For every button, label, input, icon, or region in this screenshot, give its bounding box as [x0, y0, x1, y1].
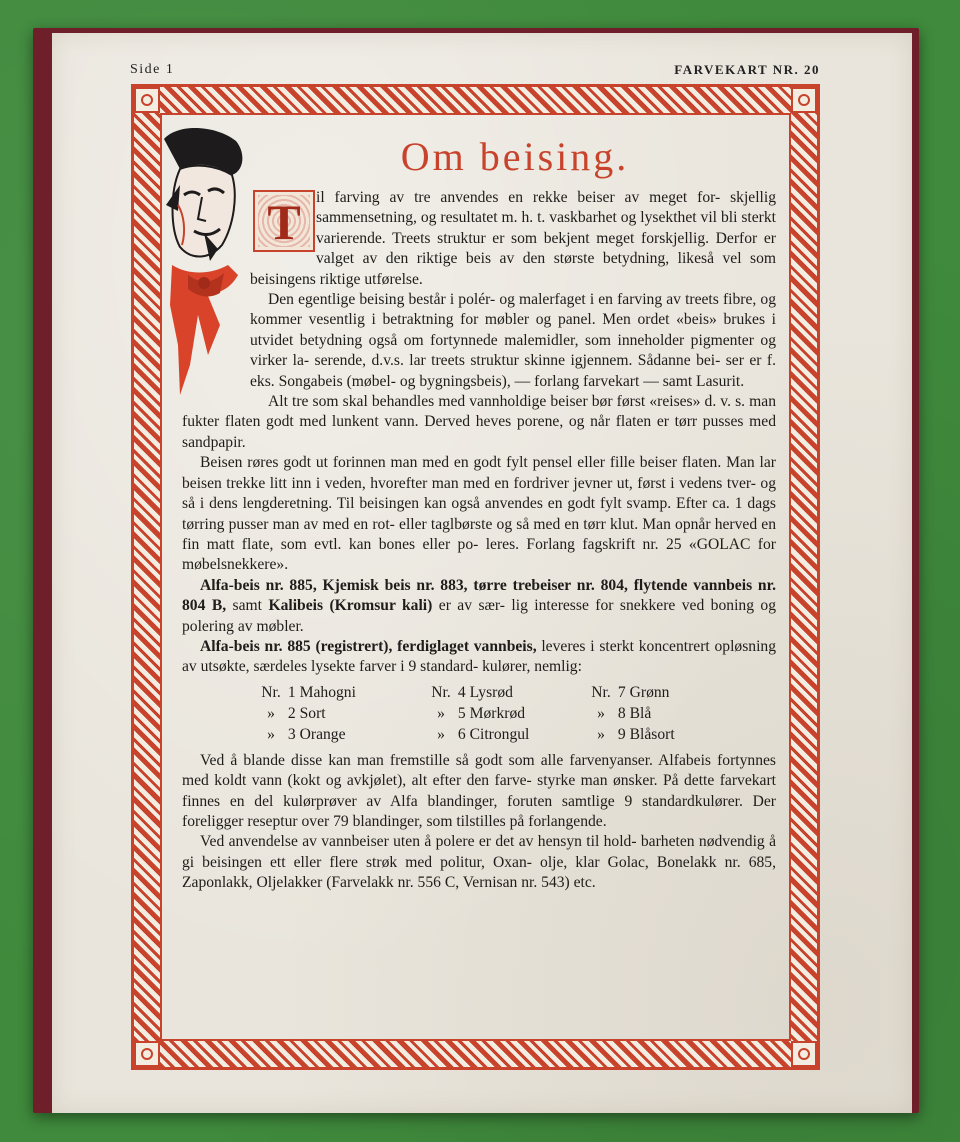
color-item: Nr. 4 Lysrød	[431, 683, 513, 701]
alfa-rest: leveres i sterkt koncentrert opløsning av utsøkte, særdeles lysekte farver i 9 standard- kulører, nemlig:	[182, 637, 776, 676]
color-item: » 5 Mørkrød	[437, 704, 526, 722]
color-item: Nr. 7 Grønn	[591, 683, 670, 701]
initial-letter: T	[267, 194, 301, 250]
border-corner-ornament	[791, 1041, 817, 1067]
paragraph-application: Beisen røres godt ut forinnen man med en godt fylt pensel eller fille beiser flaten. Man lar beisen trekke litt inn i veden, hvorefter man med en fordriver jevner ut, først i vedens tver- og så i dens lengderetning. Til beisingen kan også anvendes en godt fylt svamp. Efter ca. 1 dags tørring pusser man av med en rot- eller taglbørste og så med en tørr klut. Man opnår herved en fin matt flate, som evtl. kan bones eller po- leres. Forlang fagskrift nr. 25 «GOLAC for møbelsnekkere».	[182, 454, 776, 574]
article-body	[182, 188, 776, 894]
color-list	[258, 682, 776, 745]
products-bold-2: Kalibeis (Kromsur kali)	[268, 597, 433, 615]
paragraph-beising: Den egentlige beising består i polér- og malerfaget i en farving av treets fibre, og kommer vesentlig i betraktning for møbler og panel. Men ordet «beis» brukes i utvidet betydning også om fortynnede malemidler, som inneholder pigmenter og virker la- serende, d.v.s. lar treets struktur skinne igjennem. Sådanne bei- ser er f. eks. Songabeis (møbel- og bygningsbeis), — forlang farvekart — samt Lasurit.	[250, 291, 776, 390]
chart-number: FARVEKART NR. 20	[674, 62, 820, 77]
paragraph-alfa	[182, 637, 776, 678]
dropcap-text-wrap	[250, 188, 316, 250]
products-rest: er av sær- lig interesse for snekkere ved boning og polering av møbler.	[182, 597, 777, 635]
color-item: Nr. 1 Mahogni	[261, 683, 356, 701]
paragraph-finishing: Ved anvendelse av vannbeiser uten å polere er det av hensyn til hold- barheten nødvendig å gi beisingen ett eller flere strøk med politur, Oxan- olje, klar Golac, Bonelakk nr. 685, Zaponlakk, Oljelakker (Farvelakk nr. 556 C, Vernisan nr. 543) etc.	[182, 833, 776, 892]
color-item: » 8 Blå	[597, 704, 652, 722]
color-item: » 2 Sort	[267, 704, 326, 722]
alfa-bold: Alfa-beis nr. 885 (registrert), ferdiglaget vannbeis,	[200, 637, 537, 655]
paragraph-intro: il farving av tre anvendes en rekke beiser av meget for- skjellig sammensetning, og resultatet m. h. t. vaskbarhet og lysekthet vil bli sterkt varierende. Treets struktur er som bekjent meget forskjellig. Derfor er valget av den riktige beis av den største betydning, likeså vel som beisingens riktige utførelse.	[250, 189, 776, 288]
jester-text-wrap	[180, 188, 250, 410]
products-mid: samt	[226, 597, 269, 615]
border-corner-ornament	[134, 87, 160, 113]
paragraph-reising: Alt tre som skal behandles med vannholdige beiser bør først «reises» d. v. s. man fukter flaten godt med lunkent vann. Derved heves porene, og når flaten er tørr pusses med sandpapir.	[182, 393, 776, 451]
border-corner-ornament	[134, 1041, 160, 1067]
paragraph-mixing: Ved å blande disse kan man fremstille så godt som alle farvenyanser. Alfabeis fortynnes med koldt vann (kokt og avkjølet), alt efter den farve- styrke man ønsker. På dette farvekart finnes en del kulørprøver av Alfa blandinger, foruten samtlige 9 standardkulører. Der foreligger reseptur over 79 blandinger, som tilstilles på forlangende.	[182, 751, 776, 830]
color-item: » 3 Orange	[267, 725, 346, 743]
border-corner-ornament	[791, 87, 817, 113]
page-number: Side 1	[130, 62, 175, 77]
color-item: » 6 Citrongul	[437, 725, 530, 743]
paragraph-products	[182, 576, 776, 637]
page-title: Om beising.	[400, 134, 630, 179]
color-item: » 9 Blåsort	[597, 725, 675, 743]
products-bold: Alfa-beis nr. 885, Kjemisk beis nr. 883, tørre trebeiser nr. 804, flytende vannbeis nr. 804 B,	[182, 576, 776, 615]
